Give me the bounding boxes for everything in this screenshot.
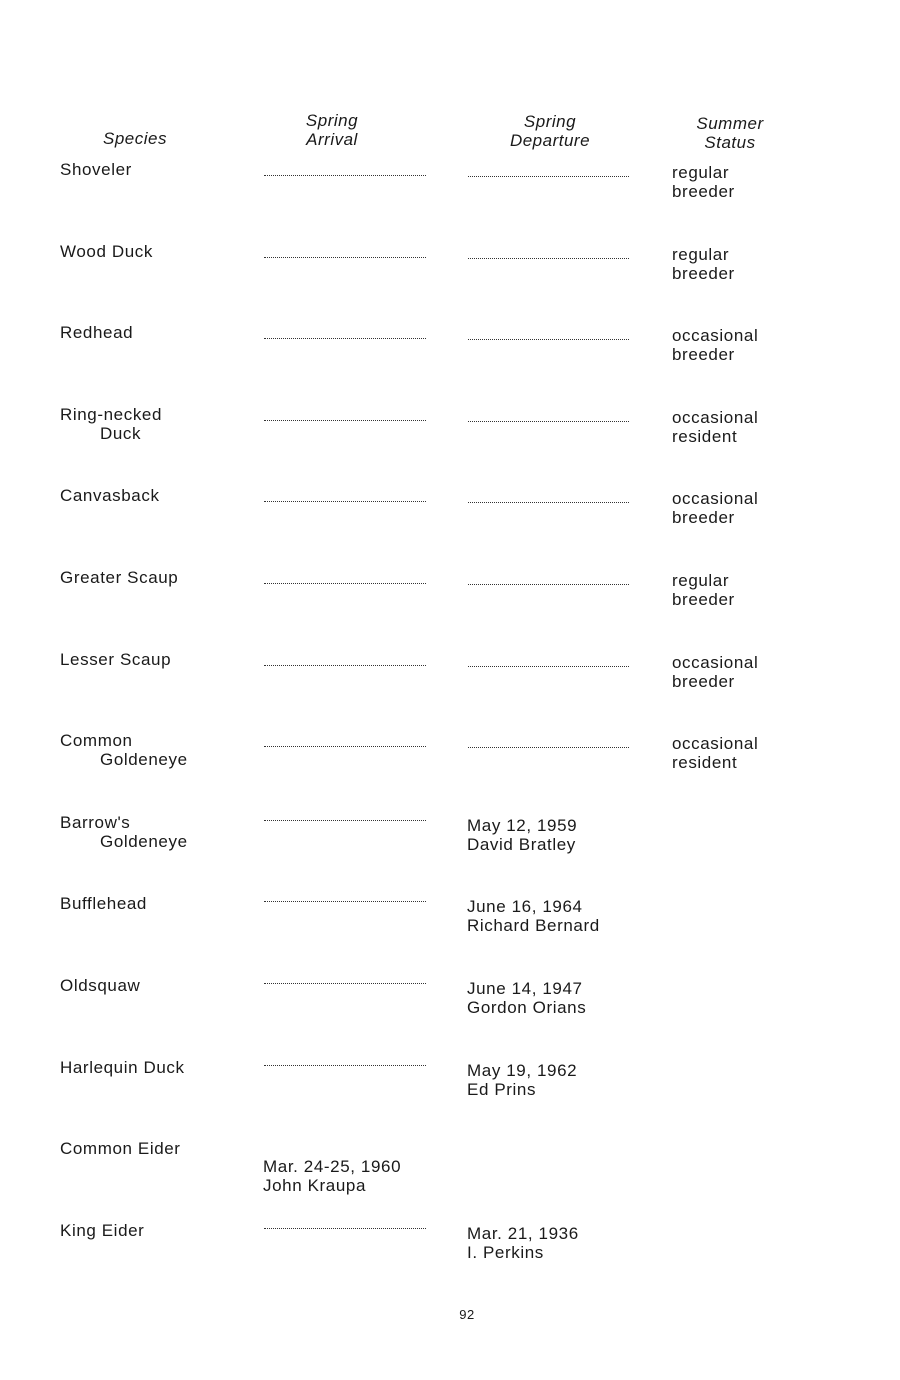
arrival-blank-line [264,820,426,821]
departure-blank-line [468,421,629,422]
header-species: Species [103,129,167,148]
table-row [0,161,900,221]
species-name-line2: Goldeneye [100,749,188,769]
table-row [0,1140,900,1200]
table-row [0,406,900,466]
species-name [60,569,250,588]
departure-blank-line [468,339,629,340]
departure-blank-line [468,502,629,503]
species-name [60,1059,250,1078]
arrival-blank-line [264,175,426,176]
species-name [60,651,250,670]
species-name-line1: Shoveler [60,160,132,179]
departure-blank-line [468,584,629,585]
arrival-blank-line [264,665,426,666]
species-name-line1: Common Eider [60,1139,181,1158]
header-spring-departure: Spring Departure [509,112,591,150]
table-row [0,324,900,384]
species-name-line1: King Eider [60,1221,145,1240]
departure-blank-line [468,666,629,667]
header-spring-arrival: Spring Arrival [305,111,359,149]
species-name [60,732,250,769]
species-name-line1: Barrow's [60,813,131,832]
species-name [60,1140,250,1159]
arrival-blank-line [264,501,426,502]
departure-record: June 14, 1947 Gordon Orians [467,979,587,1017]
header-summer-status: Summer Status [696,114,764,152]
table-row [0,487,900,547]
arrival-blank-line [264,420,426,421]
arrival-blank-line [264,901,426,902]
arrival-blank-line [264,1065,426,1066]
species-name [60,324,250,343]
species-name-line1: Greater Scaup [60,568,179,587]
species-name-line1: Lesser Scaup [60,650,172,669]
species-name-line1: Common [60,731,133,750]
species-name [60,1222,250,1241]
species-name-line1: Wood Duck [60,242,153,261]
table-row [0,1222,900,1282]
table-row [0,651,900,711]
table-row [0,569,900,629]
arrival-blank-line [264,746,426,747]
departure-record: May 12, 1959 David Bratley [467,816,578,854]
summer-status: regular breeder [672,163,735,201]
species-name [60,814,250,851]
species-name-line1: Oldsquaw [60,976,141,995]
species-name [60,977,250,996]
departure-blank-line [468,258,629,259]
departure-record: Mar. 21, 1936 I. Perkins [467,1224,579,1262]
table-row [0,814,900,874]
arrival-blank-line [264,983,426,984]
summer-status: occasional breeder [672,489,759,527]
departure-record: June 16, 1964 Richard Bernard [467,897,600,935]
table-row [0,895,900,955]
summer-status: regular breeder [672,245,735,283]
species-name-line1: Canvasback [60,486,160,505]
species-name-line2: Duck [100,423,142,443]
species-name [60,895,250,914]
table-row [0,243,900,303]
species-name-line2: Goldeneye [100,831,188,851]
species-name-line1: Ring-necked [60,405,163,424]
departure-record: May 19, 1962 Ed Prins [467,1061,578,1099]
species-name [60,406,250,443]
species-name [60,161,250,180]
table-row [0,977,900,1037]
departure-blank-line [468,747,629,748]
arrival-record: Mar. 24-25, 1960 John Kraupa [263,1157,402,1195]
arrival-blank-line [264,338,426,339]
species-name-line1: Harlequin Duck [60,1058,185,1077]
species-name-line1: Bufflehead [60,894,147,913]
departure-blank-line [468,176,629,177]
summer-status: occasional resident [672,408,759,446]
arrival-blank-line [264,257,426,258]
arrival-blank-line [264,583,426,584]
arrival-blank-line [264,1228,426,1229]
summer-status: regular breeder [672,571,735,609]
table-row [0,1059,900,1119]
species-name [60,243,250,262]
summer-status: occasional breeder [672,326,759,364]
summer-status: occasional breeder [672,653,759,691]
page-number: 92 [459,1307,475,1322]
species-name-line1: Redhead [60,323,134,342]
summer-status: occasional resident [672,734,759,772]
table-row [0,732,900,792]
species-name [60,487,250,506]
